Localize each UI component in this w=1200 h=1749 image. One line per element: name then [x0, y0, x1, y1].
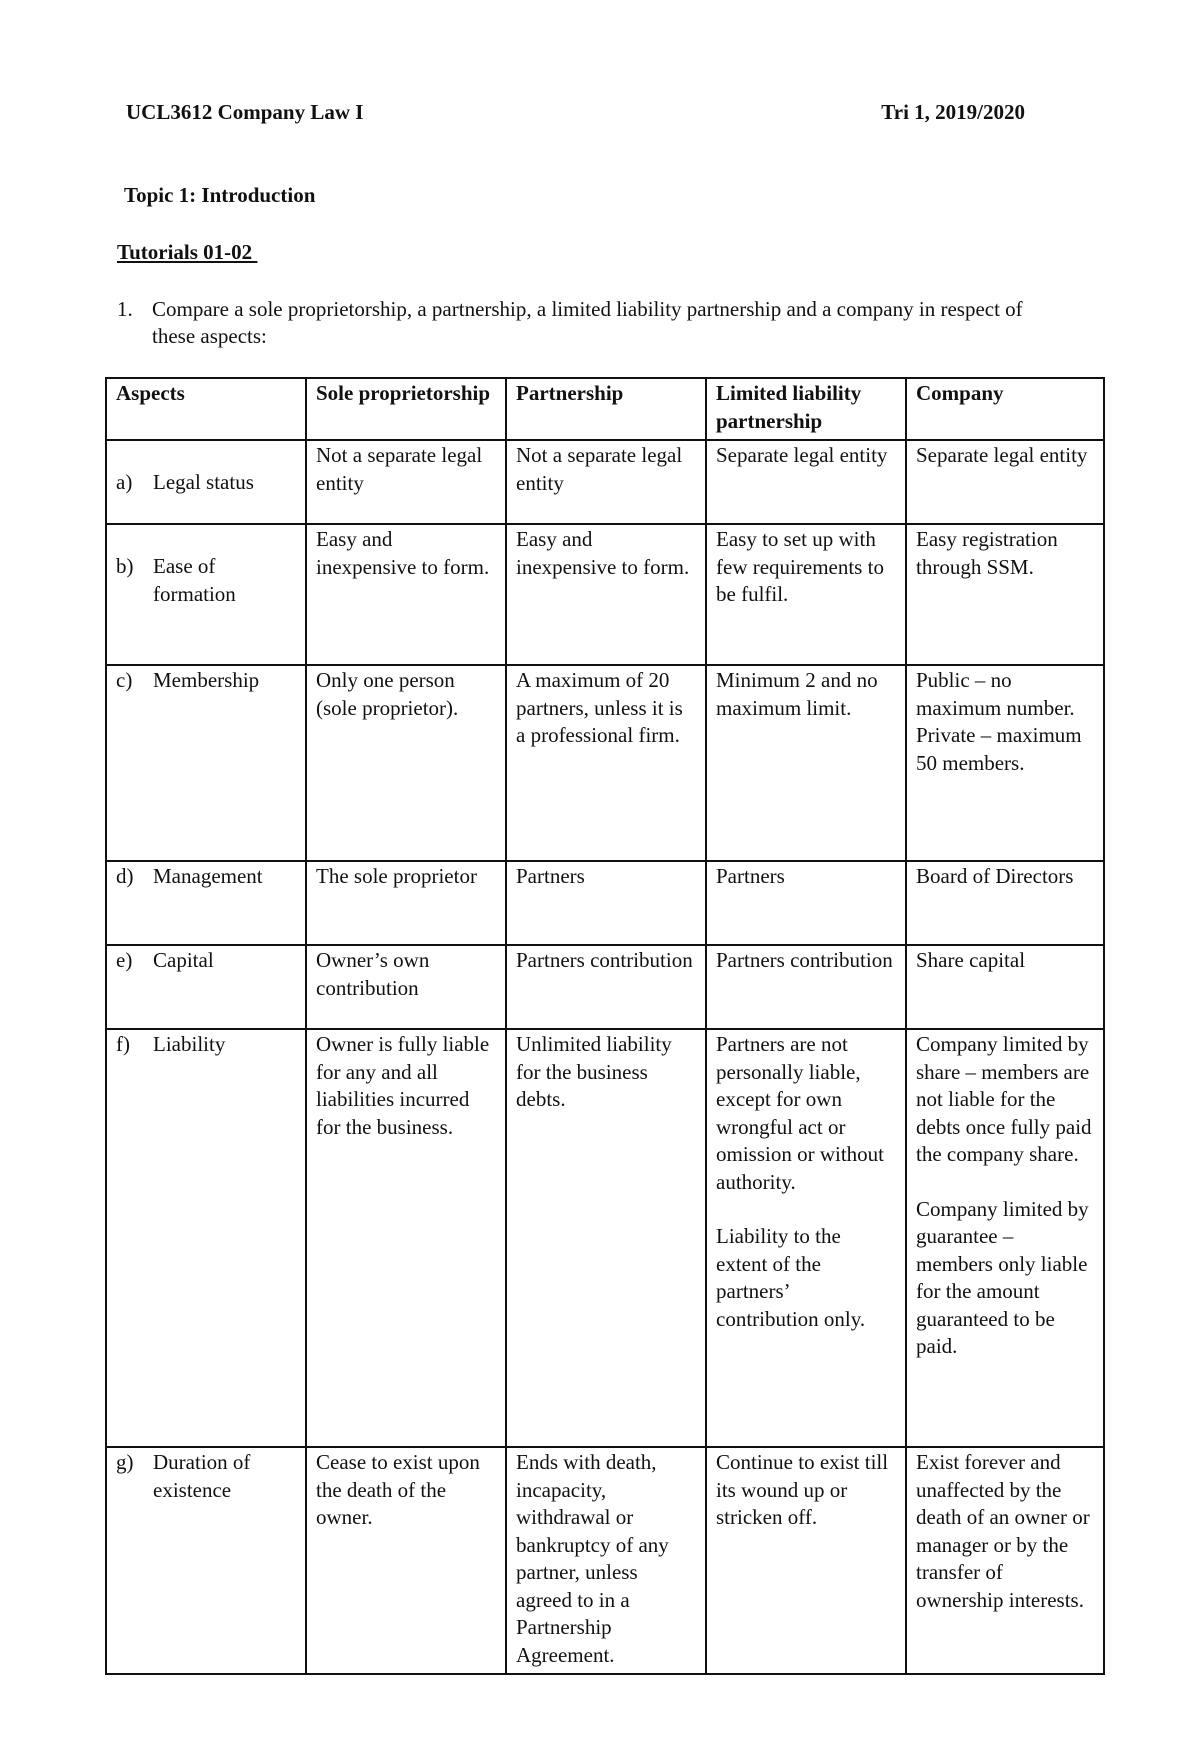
table-row [106, 945, 1104, 1029]
question-text: Compare a sole proprietorship, a partnership, a limited liability partnership and a company in respect of these aspects: [152, 297, 1023, 348]
aspect-letter: c) [116, 668, 133, 692]
aspect-label: Management [153, 864, 263, 888]
partnership-cell: Unlimited liability for the business debts. [506, 1029, 706, 1447]
llp-cell: Partners [706, 861, 906, 945]
table-row [106, 665, 1104, 861]
company-cell [906, 1029, 1104, 1447]
company-cell: Share capital [906, 945, 1104, 1029]
llp-cell: Continue to exist till its wound up or stricken off. [706, 1447, 906, 1674]
llp-cell: Easy to set up with few requirements to be fulfil. [706, 524, 906, 665]
company-public-text: Public – no maximum number. [916, 668, 1075, 720]
company-cell: Board of Directors [906, 861, 1104, 945]
sole-cell: Owner is fully liable for any and all liabilities incurred for the business. [306, 1029, 506, 1447]
table-row [106, 1447, 1104, 1674]
question-1 [117, 296, 1067, 350]
aspect-letter: d) [116, 864, 134, 888]
company-share-text: Company limited by share – members are not liable for the debts once fully paid the company share. [916, 1032, 1092, 1166]
aspect-cell [106, 440, 306, 524]
sole-cell: Only one person (sole proprietor). [306, 665, 506, 861]
course-title: UCL3612 Company Law I [126, 100, 364, 124]
sole-cell: Cease to exist upon the death of the owner. [306, 1447, 506, 1674]
sole-cell: Not a separate legal entity [306, 440, 506, 524]
tutorial-heading: Tutorials 01-02 [117, 240, 258, 264]
term-label: Tri 1, 2019/2020 [881, 100, 1025, 124]
aspect-letter: g) [116, 1450, 134, 1474]
llp-liability-text: Partners are not personally liable, except for own wrongful act or omission or without authority. [716, 1032, 885, 1194]
aspect-label: Membership [153, 668, 260, 692]
partnership-cell: Partners [506, 861, 706, 945]
sole-cell: The sole proprietor [306, 861, 506, 945]
aspect-label: Ease of formation [153, 554, 236, 606]
header-cell: Aspects [106, 378, 306, 440]
partnership-cell: Partners contribution [506, 945, 706, 1029]
llp-cell: Separate legal entity [706, 440, 906, 524]
partnership-cell: A maximum of 20 partners, unless it is a professional firm. [506, 665, 706, 861]
aspect-label: Capital [153, 948, 214, 972]
aspect-letter: e) [116, 948, 133, 972]
llp-cell: Partners contribution [706, 945, 906, 1029]
sole-cell: Owner’s own contribution [306, 945, 506, 1029]
header-cell: Limited liability partnership [706, 378, 906, 440]
aspect-cell [106, 665, 306, 861]
partnership-cell: Ends with death, incapacity, withdrawal or bankruptcy of any partner, unless agreed to in a Partnership Agreement. [506, 1447, 706, 1674]
table-row [106, 861, 1104, 945]
table-row [106, 440, 1104, 524]
table-row [106, 524, 1104, 665]
partnership-cell: Not a separate legal entity [506, 440, 706, 524]
partnership-cell: Easy and inexpensive to form. [506, 524, 706, 665]
table-row [106, 1029, 1104, 1447]
company-cell: Separate legal entity [906, 440, 1104, 524]
topic-heading: Topic 1: Introduction [124, 183, 316, 207]
question-number: 1. [117, 297, 133, 321]
aspect-label: Duration of existence [153, 1450, 251, 1502]
llp-cell: Minimum 2 and no maximum limit. [706, 665, 906, 861]
document-header [126, 100, 1025, 125]
table-header-row [106, 378, 1104, 440]
comparison-table [105, 377, 1105, 1675]
aspect-label: Legal status [153, 470, 254, 494]
aspect-cell [106, 861, 306, 945]
aspect-letter: a) [116, 470, 133, 494]
company-cell: Easy registration through SSM. [906, 524, 1104, 665]
company-guarantee-text: Company limited by guarantee – members only liable for the amount guaranteed to be paid. [916, 1196, 1089, 1358]
llp-cell [706, 1029, 906, 1447]
aspect-letter: b) [116, 554, 134, 578]
header-cell: Sole proprietorship [306, 378, 506, 440]
llp-liability-extent-text: Liability to the extent of the partners’ contribution only. [716, 1224, 866, 1331]
sole-cell: Easy and inexpensive to form. [306, 524, 506, 665]
header-cell: Company [906, 378, 1104, 440]
aspect-letter: f) [116, 1032, 130, 1056]
company-private-text: Private – maximum 50 members. [916, 723, 1082, 775]
aspect-cell [106, 1447, 306, 1674]
aspect-label: Liability [153, 1032, 226, 1056]
aspect-cell [106, 524, 306, 665]
company-cell: Exist forever and unaffected by the death of an owner or manager or by the transfer of ownership interests. [906, 1447, 1104, 1674]
company-cell [906, 665, 1104, 861]
aspect-cell [106, 945, 306, 1029]
aspect-cell [106, 1029, 306, 1447]
header-cell: Partnership [506, 378, 706, 440]
